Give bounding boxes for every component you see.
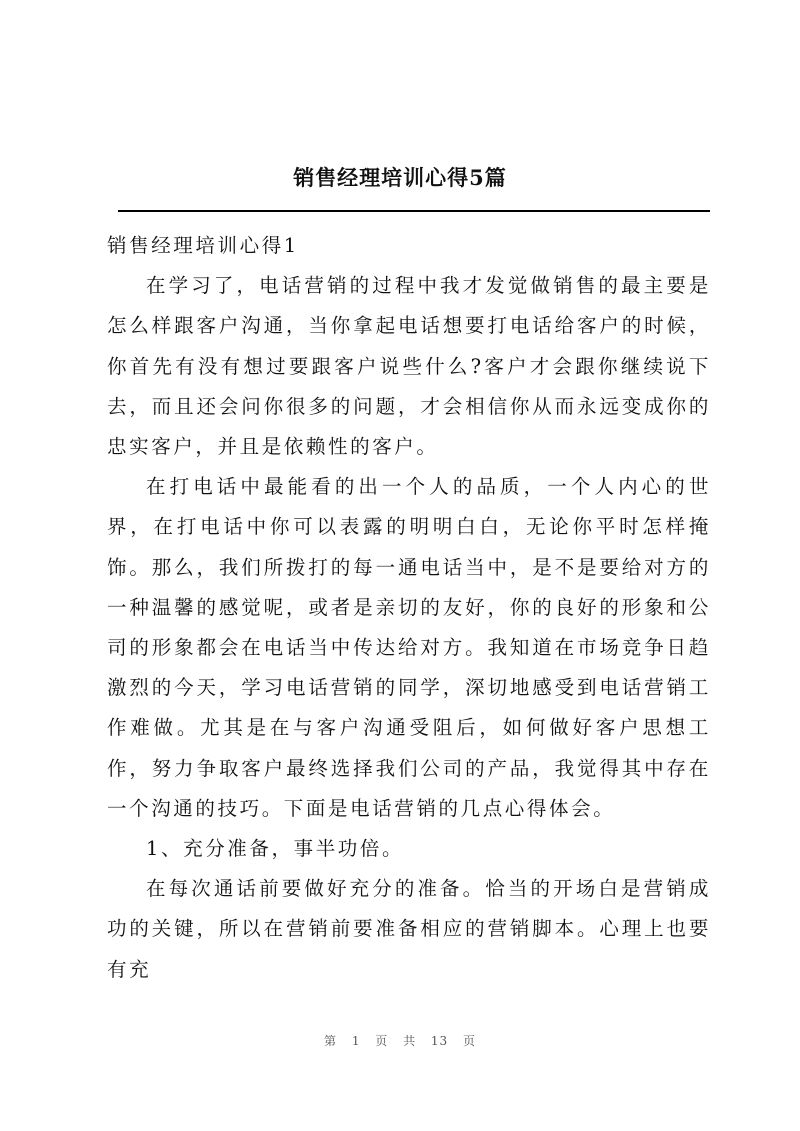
- document-body: [107, 226, 711, 990]
- title-divider: [118, 210, 710, 212]
- paragraph-2: 在打电话中最能看的出一个人的品质，一个人内心的世界，在打电话中你可以表露的明明白白，无论你平时怎样掩饰。那么，我们所拨打的每一通电话当中，是不是要给对方的一种温馨的感觉呢，或者是亲切的友好，你的良好的形象和公司的形象都会在电话当中传达给对方。我知道在市场竞争日趋激烈的今天，学习电话营销的同学，深切地感受到电话营销工作难做。尤其是在与客户沟通受阻后，如何做好客户思想工作，努力争取客户最终选择我们公司的产品，我觉得其中存在一个沟通的技巧。下面是电话营销的几点心得体会。: [107, 475, 711, 820]
- paragraph-3: 1、充分准备，事半功倍。: [146, 837, 405, 861]
- section-heading: 销售经理培训心得1: [107, 234, 299, 257]
- paragraph-1: 在学习了，电话营销的过程中我才发觉做销售的最主要是怎么样跟客户沟通，当你拿起电话想要打电话给客户的时候，你首先有没有想过要跟客户说些什么?客户才会跟你继续说下去，而且还会问你很多的问题，才会相信你从而永远变成你的忠实客户，并且是依赖性的客户。: [107, 274, 711, 459]
- page-footer: 第 1 页 共 13 页: [324, 1034, 476, 1048]
- paragraph-4: 在每次通话前要做好充分的准备。恰当的开场白是营销成功的关键，所以在营销前要准备相应的营销脚本。心理上也要有充: [107, 877, 711, 981]
- document-title: 销售经理培训心得5篇: [293, 165, 507, 190]
